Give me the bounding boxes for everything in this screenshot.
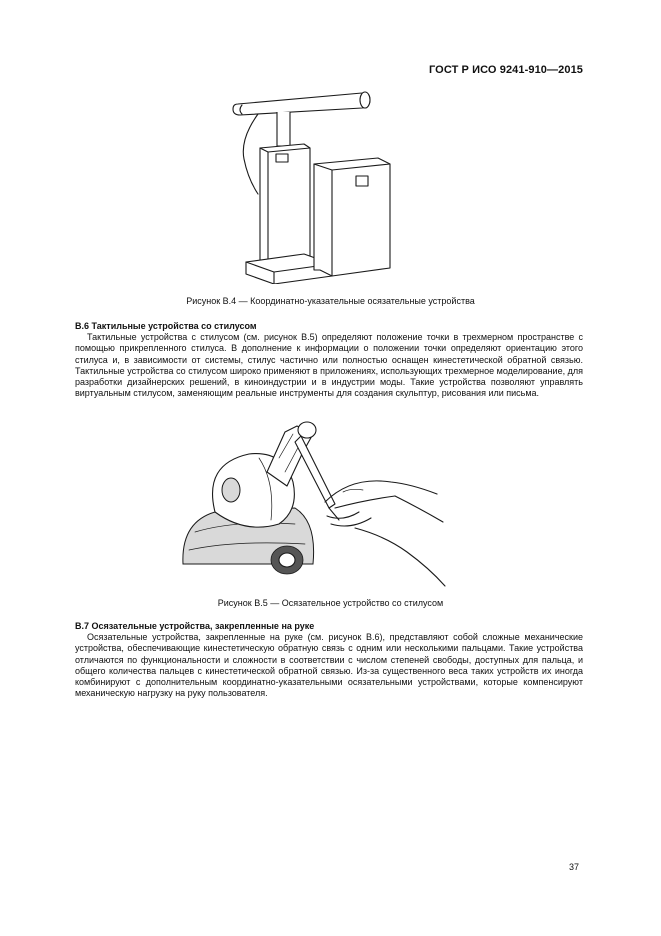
section-b6-heading: В.6 Тактильные устройства со стилусом — [75, 321, 257, 331]
section-b7-heading: В.7 Осязательные устройства, закрепленные на руке — [75, 621, 315, 631]
section-b7-body: Осязательные устройства, закрепленные на руке (см. рисунок В.6), представляют собой сложные механические устройства, обеспечивающие кинестетическую обратную связь с одним или несколькими пальцами. Такие устройства отличаются по функциональности и сложности в соответствии с числом степеней свободы, доступных для пальца, и общего количества пальцев с кинестетической обратной связью. Из-за существенного веса таких устройств их иногда комбинируют с дополнительным координатно-указательными осязательными устройствами, которые компенсируют механическую нагрузку на руку пользователя. — [75, 632, 583, 699]
figure-b5-caption: Рисунок В.5 — Осязательное устройство со стилусом — [217, 598, 444, 608]
section-b6-body: Тактильные устройства с стилусом (см. рисунок В.5) определяют положение точки в трехмерном пространстве с помощью прикрепленного стилуса. В дополнение к информации о положении точки определяют ориентацию этого стилуса и, в зависимости от системы, стилус частично или полностью оснащен кинестетической обратной связью. Тактильные устройства со стилусом широко применяют в приложениях, использующих трехмерное моделирование, для разработки дизайнерских решений, в киноиндустрии и в индустрии моды. Такие устройства позволяют управлять виртуальным стилусом, заменяющим реальные инструменты для создания скульптур, рисования или письма. — [75, 332, 583, 399]
page-number: 37 — [568, 862, 579, 872]
section-b7 — [75, 621, 583, 699]
figure-b4-caption: Рисунок В.4 — Координатно-указательные осязательные устройства — [186, 296, 475, 306]
figure-b4-illustration — [228, 84, 408, 284]
section-b6 — [75, 321, 583, 399]
figure-b5-illustration — [175, 412, 451, 588]
standard-id-header: ГОСТ Р ИСО 9241-910—2015 — [428, 64, 583, 76]
